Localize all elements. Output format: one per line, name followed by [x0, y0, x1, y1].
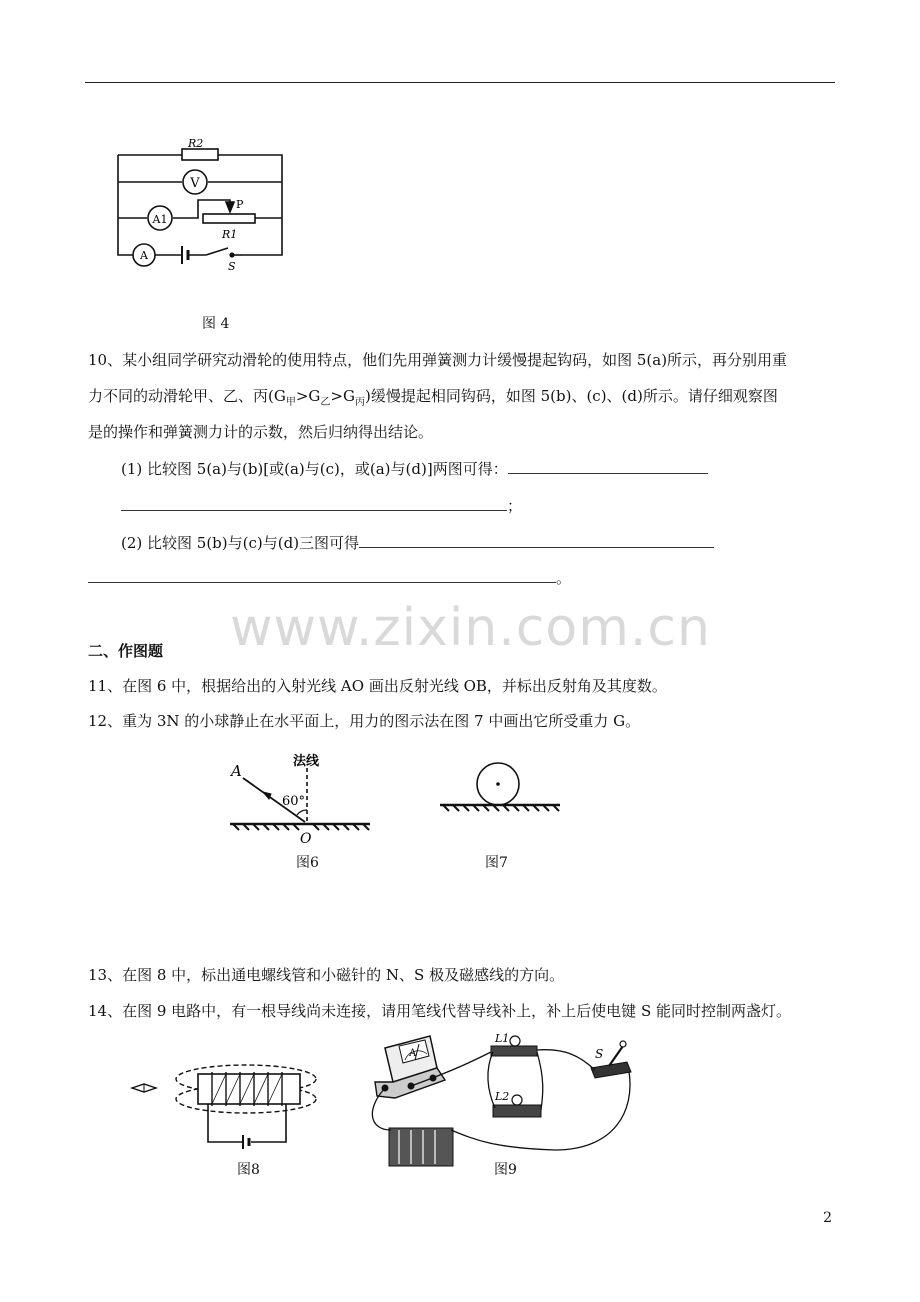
figure6-caption: 图6 [296, 855, 319, 871]
answer-blank-2a[interactable] [359, 533, 714, 548]
fig9-ammeter-a: A [409, 1048, 417, 1059]
q10-line1: 10、某小组同学研究动滑轮的使用特点，他们先用弹簧测力计缓慢提起钩码，如图 5(a)所示，再分别用重 [88, 351, 788, 369]
q10-sub2-text: (2) 比较图 5(b)与(c)与(d)三图可得 [121, 534, 360, 552]
figure9-circuit-diagram [365, 1030, 645, 1170]
q10-sub1-cont [121, 496, 522, 516]
q10-line3: 是的操作和弹簧测力计的示数，然后归纳得出结论。 [88, 423, 434, 441]
fig9-label-s: S [595, 1047, 604, 1061]
figure8-solenoid-diagram [128, 1058, 328, 1158]
sub-jia: 甲 [285, 397, 296, 408]
q14-text: 14、在图 9 电路中，有一根导线尚未连接，请用笔线代替导线补上，补上后使电键 S 能同时控制两盏灯。 [88, 1002, 791, 1020]
q10-sub1-text: (1) 比较图 5(a)与(b)[或(a)与(c)，或(a)与(d)]两图可得： [121, 460, 508, 478]
figure4-caption: 图 4 [202, 316, 230, 332]
figure7-ball-diagram [438, 760, 564, 820]
fig9-label-l2: L2 [495, 1090, 510, 1103]
q10-gt2: >G [330, 387, 355, 405]
q10-gt1: >G [295, 387, 321, 405]
switch-s-label: S [228, 260, 236, 273]
slider-p-label: P [236, 198, 244, 211]
q10-line2-post: )缓慢提起相同钩码，如图 5(b)、(c)、(d)所示。请仔细观察图 [364, 387, 778, 405]
q10-sub2 [121, 533, 714, 553]
ammeter-label: A [140, 249, 148, 262]
answer-blank-2b[interactable] [88, 568, 556, 583]
ammeter1-label: A1 [152, 213, 168, 226]
header-rule [85, 82, 835, 83]
fig6-label-o: O [300, 831, 312, 844]
fig6-label-normal: 法线 [293, 754, 320, 769]
page-number: 2 [823, 1210, 832, 1226]
figure4-circuit-diagram [110, 130, 300, 275]
q13-text: 13、在图 8 中，标出通电螺线管和小磁针的 N、S 极及磁感线的方向。 [88, 966, 565, 984]
q10-sub2-end: 。 [556, 569, 572, 587]
figure7-caption: 图7 [485, 855, 508, 871]
voltmeter-label: V [190, 176, 200, 191]
r1-label: R1 [222, 228, 238, 241]
fig6-label-angle: 60° [282, 794, 306, 809]
q10-sub1 [121, 459, 708, 479]
q10-line2 [88, 386, 778, 413]
fig6-label-a: A [231, 762, 242, 780]
figure9-caption: 图9 [494, 1162, 517, 1178]
fig9-label-l1: L1 [495, 1032, 510, 1045]
sub-bing: 丙 [354, 397, 365, 408]
q10-sub1-end: ； [507, 497, 523, 515]
r2-label: R2 [188, 137, 204, 150]
q11-text: 11、在图 6 中，根据给出的入射光线 AO 画出反射光线 OB，并标出反射角及其度数。 [88, 677, 667, 695]
q12-text: 12、重为 3N 的小球静止在水平面上，用力的图示法在图 7 中画出它所受重力 G。 [88, 712, 641, 730]
sub-yi: 乙 [320, 397, 331, 408]
section-title: 二、作图题 [88, 642, 164, 660]
answer-blank-1b[interactable] [121, 496, 507, 511]
figure6-reflection-diagram [225, 752, 375, 844]
answer-blank-1a[interactable] [508, 459, 708, 474]
q10-sub2-cont [88, 568, 571, 588]
q10-line2-pre: 力不同的动滑轮甲、乙、丙(G [88, 387, 286, 405]
figure8-caption: 图8 [237, 1162, 260, 1178]
watermark: www.zixin.com.cn [230, 598, 711, 658]
